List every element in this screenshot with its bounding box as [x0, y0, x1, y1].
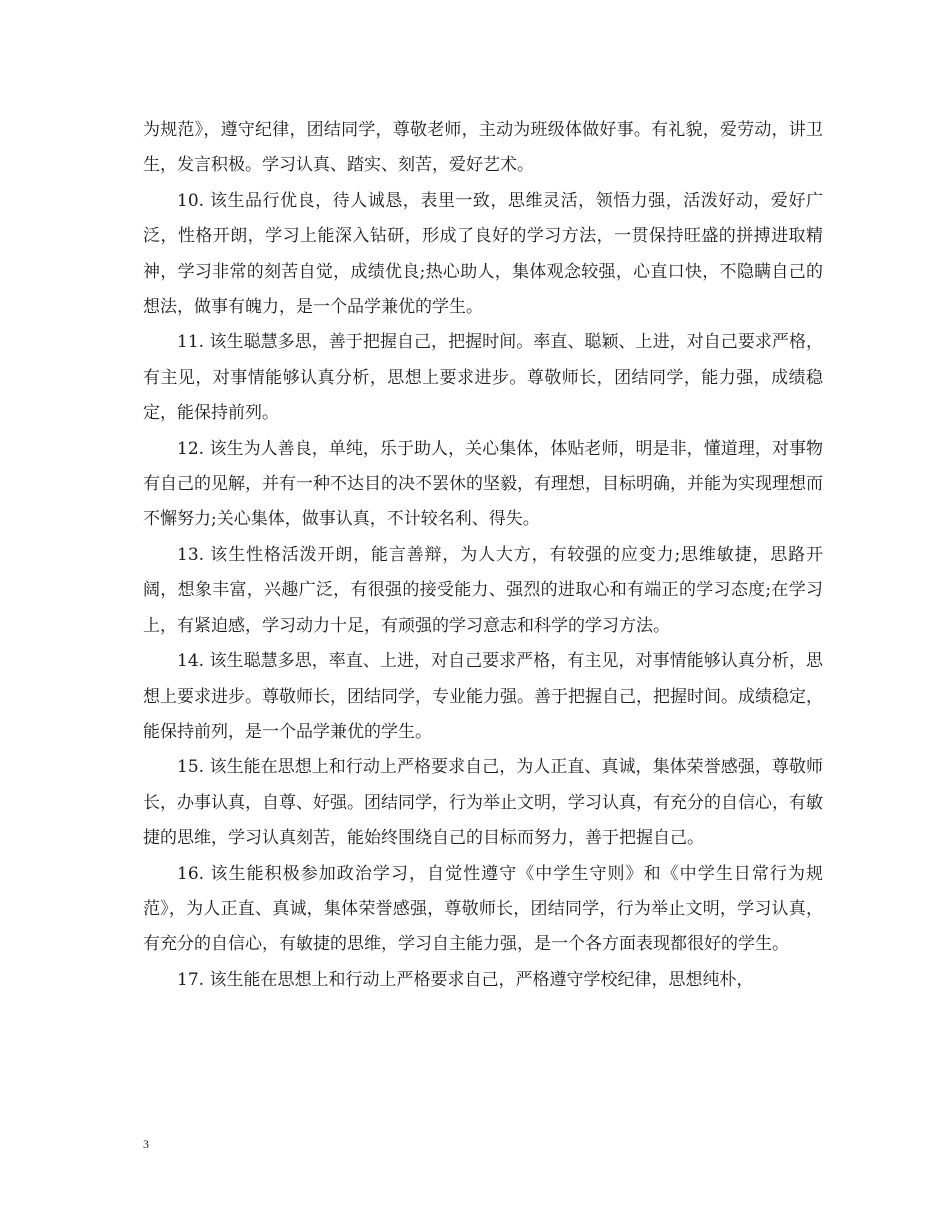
paragraph-13: 13. 该生性格活泼开朗，能言善辩，为人大方，有较强的应变力;思维敏捷，思路开阔，想象丰富，兴趣广泛，有很强的接受能力、强烈的进取心和有端正的学习态度;在学习上，有紧迫感，学习动力十足，有顽强的学习意志和科学的学习方法。 — [143, 544, 823, 636]
document-body — [143, 113, 823, 998]
paragraph-10: 10. 该生品行优良，待人诚恳，表里一致，思维灵活，领悟力强，活泼好动，爱好广泛，性格开朗，学习上能深入钻研，形成了良好的学习方法，一贯保持旺盛的拼搏进取精神，学习非常的刻苦自觉，成绩优良;热心助人，集体观念较强，心直口快，不隐瞒自己的想法，做事有魄力，是一个品学兼优的学生。 — [143, 190, 823, 318]
page-number: 3 — [143, 1137, 149, 1151]
paragraph-17: 17. 该生能在思想上和行动上严格要求自己，严格遵守学校纪律，思想纯朴， — [177, 969, 754, 990]
paragraph-14: 14. 该生聪慧多思，率直、上进，对自己要求严格，有主见，对事情能够认真分析，思想上要求进步。尊敬师长，团结同学，专业能力强。善于把握自己，把握时间。成绩稳定，能保持前列，是一个品学兼优的学生。 — [143, 651, 823, 742]
paragraph-16: 16. 该生能积极参加政治学习，自觉性遵守《中学生守则》和《中学生日常行为规范》，为人正直、真诚，集体荣誉感强，尊敬师长，团结同学，行为举止文明，学习认真，有充分的自信心，有敏捷的思维，学习自主能力强，是一个各方面表现都很好的学生。 — [143, 863, 823, 955]
paragraph-12: 12. 该生为人善良，单纯，乐于助人，关心集体，体贴老师，明是非，懂道理，对事物有自己的见解，并有一种不达目的决不罢休的坚毅，有理想，目标明确，并能为实现理想而不懈努力;关心集体，做事认真，不计较名利、得失。 — [143, 438, 823, 530]
paragraph-continued: 为规范》，遵守纪律，团结同学，尊敬老师，主动为班级体做好事。有礼貌，爱劳动，讲卫生，发言积极。学习认真、踏实、刻苦，爱好艺术。 — [143, 120, 823, 176]
paragraph-15: 15. 该生能在思想上和行动上严格要求自己，为人正直、真诚，集体荣誉感强，尊敬师长，办事认真，自尊、好强。团结同学，行为举止文明，学习认真，有充分的自信心，有敏捷的思维，学习认真刻苦，能始终围绕自己的目标而努力，善于把握自己。 — [143, 757, 823, 849]
paragraph-11: 11. 该生聪慧多思，善于把握自己，把握时间。率直、聪颖、上进，对自己要求严格，有主见，对事情能够认真分析，思想上要求进步。尊敬师长，团结同学，能力强，成绩稳定，能保持前列。 — [143, 332, 823, 424]
